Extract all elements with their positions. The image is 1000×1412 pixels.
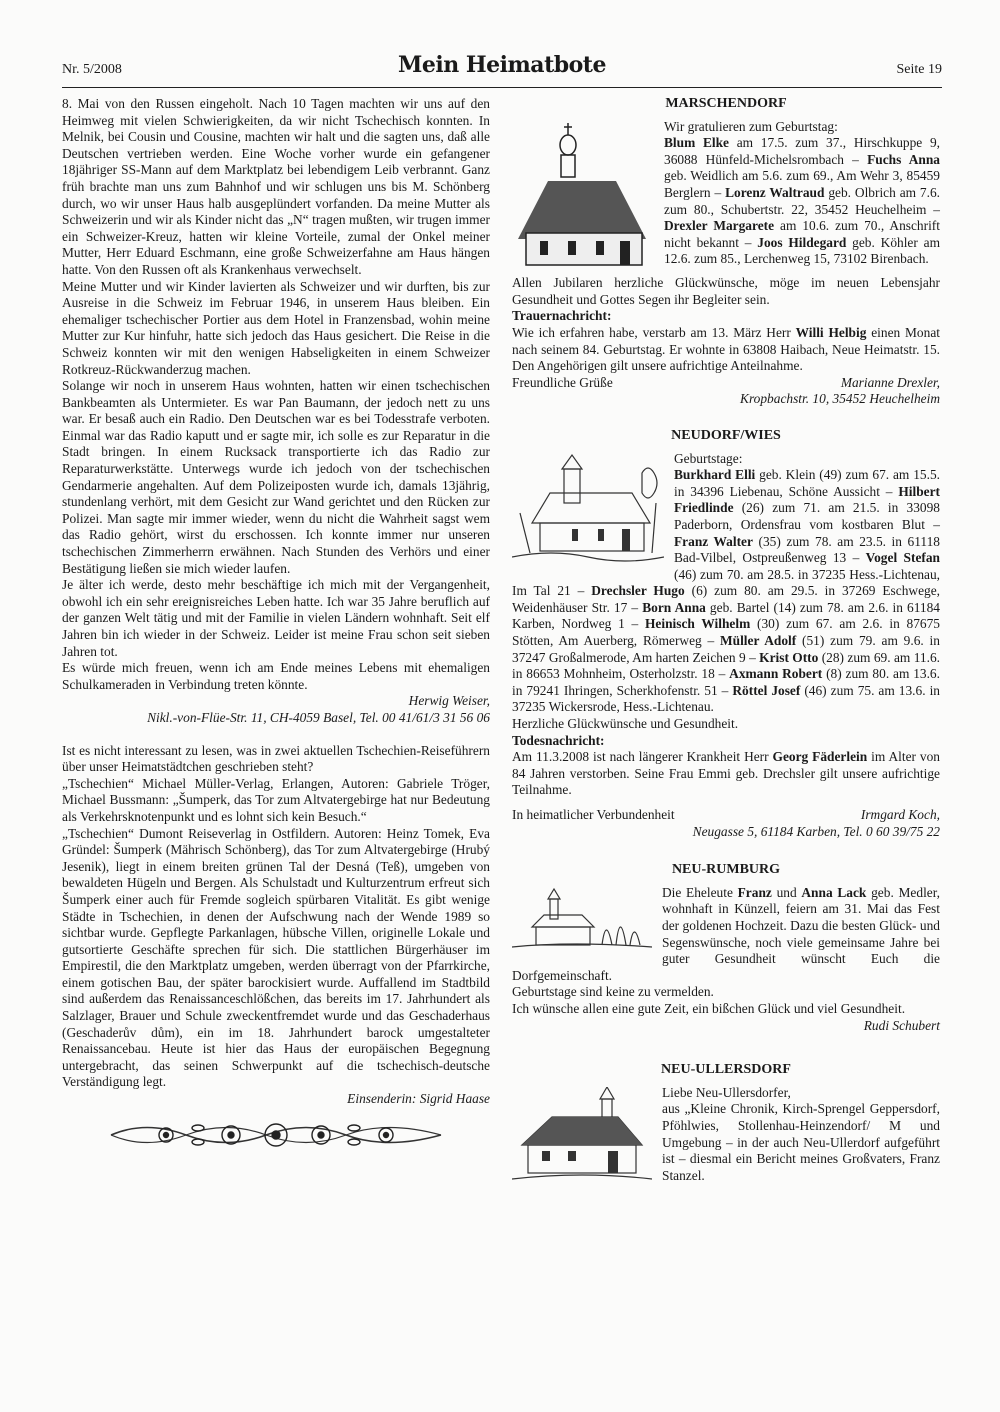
signature-name: Einsenderin: Sigrid Haase — [347, 1091, 490, 1107]
paragraph: Geburtstage: — [674, 450, 743, 466]
paragraph: Am 11.3.2008 ist nach längerer Krankheit Herr Georg Fäderlein im Alter von 84 Jahren verstorben. Seine Frau Emmi geb. Drechsler gilt unsere aufrichtige Teilnahme. — [512, 749, 940, 798]
section-title: NEU-RUMBURG — [671, 862, 781, 878]
signature-address: Nikl.-von-Flüe-Str. 11, CH-4059 Basel, Tel. 00 41/61/3 31 56 06 — [147, 709, 490, 725]
paragraph: Herzliche Glückwünsche und Gesundheit. — [512, 716, 739, 732]
page-header — [62, 52, 942, 86]
birthday-list: Blum Elke am 17.5. zum 37., Hirschkuppe 9, 36088 Hünfeld-Michelsrombach – Fuchs Anna geb. Weidlich am 5.6. zum 69., Am Wehr 3, 85459 Berglern – Lorenz Waltraud geb. Olbrich am 7.6. zum 80., Schubertstr. 22, 35452 Heuchelheim – Drexler Margarete am 10.6. zum 70., Anschrift nicht bekannt – Joos Hildegard geb. Köhler am 12.6. zum 85., Lerchenweg 15, 73102 Birenbach. — [664, 135, 941, 267]
church-illustration — [512, 453, 664, 570]
paragraph: Liebe Neu-Ullersdorfer, — [662, 1084, 791, 1100]
paragraph: aus „Kleine Chronik, Kirch-Sprengel Geppersdorf, Pföhlwies, Stollenhau-Heinzendorf/ M und Umgebung – in der auch Neu-Ullerdorf aufgeführt ist – diesmal ein Bericht meines Großvaters, Franz Stanzel. — [662, 1101, 940, 1183]
right-column — [512, 96, 940, 1189]
signature-name: Herwig Weiser, — [408, 693, 490, 709]
signature-line: In heimatlicher Verbundenheit Irmgard Koch, — [512, 807, 940, 822]
signature-line: Freundliche Grüße Marianne Drexler, — [512, 374, 940, 390]
page-number: Seite 19 — [896, 62, 942, 77]
chapel-illustration — [512, 121, 654, 274]
paragraph: Meine Mutter und wir Kinder lavierten als Schweizer und wir durften, bis zur Ausreise in die Schweiz im Februar 1946, in unserem Haus bleiben. Ein ehemaliger tschechischer Portier aus dem Hotel in Franzensbad, wohin meine Mutter zur Kur hinfuhr, hatte sich jedoch das Haus gesichert. Die Reise in die Schweiz konnten wir mit den wenigen Habseligkeiten in einem Schweizer Rotkreuz-Rückwanderzug machen. — [62, 278, 490, 377]
sub-heading: Todesnachricht: — [512, 732, 605, 748]
house-illustration — [512, 1087, 652, 1188]
section-title: MARSCHENDORF — [665, 96, 787, 111]
paragraph: Es würde mich freuen, wenn ich am Ende meines Lebens mit ehemaligen Schulkameraden in Verbindung treten könnte. — [62, 660, 490, 692]
issue-number: Nr. 5/2008 — [62, 62, 122, 77]
section-title: NEUDORF/WIES — [671, 427, 781, 443]
paragraph: „Tschechien“ Dumont Reiseverlag in Ostfildern. Autoren: Heinz Tomek, Eva Gründel: Šumperk (Mährisch Schönberg), das Tor zum Altvatergebirge (Hrubý Jesenik), liegt in einem breiten grünen Tal der Desná (Teß), umgeben von bewaldeten Hügeln und Bergen. Als Schulstadt und Kulturzentrum erfreut sich Šumperk einer auch für Fremde sogleich spürbaren Vitalität. Es gibt wenige Städte in Tschechien, in denen der Aufschwung nach der Wende 1989 so sichtbar wurde. Gepflegte Parkanlagen, hübsche Villen, originelle Lokale und gutsortierte Geschäfte sprechen für sich. Die stattlichen Bürgerhäuser im Empirestil, die den Marktplatz umgeben, werden überragt von der Pfarrkirche, einem gotischen Bau, der später barockisiert wurde. Auffallend im Stadtbild sind außerdem das Renaissanceschlößchen, das bereits im 17. Jahrhundert als Salzlager, Brauer und Schule zweckentfremdet wurde und das Geschaderhaus (Geschaderův dům), ein im 18. Jahrhundert barock umgestalteter Renaissancebau. Heute ist hier das Haus der europäischen Begegnung untergebracht, das seinen Schwerpunkt auf die tschechisch-deutsche Verständigung legt. — [62, 825, 490, 1090]
paragraph: Ist es nicht interessant zu lesen, was in zwei aktuellen Tschechien-Reiseführern über unser Heimatstädtchen geschrieben steht? — [62, 742, 490, 775]
paragraph: Wir gratulieren zum Geburtstag: — [664, 118, 838, 134]
left-column — [62, 96, 490, 1152]
paragraph: „Tschechien“ Michael Müller-Verlag, Erlangen, Autoren: Gabriele Tröger, Michael Bussmann: „Šumperk, das Tor zum Altvatergebirge hat nur Bedeutung als Verkehrsknotenpunkt und es lohnt sich kein Besuch.“ — [62, 775, 490, 824]
paragraph: Ich wünsche allen eine gute Zeit, ein bißchen Glück und viel Gesundheit. — [512, 1000, 906, 1016]
section-title: NEU-ULLERSDORF — [661, 1062, 791, 1078]
signature-address: Kropbachstr. 10, 35452 Heuchelheim — [740, 391, 940, 407]
paragraph: Wie ich erfahren habe, verstarb am 13. März Herr Willi Helbig einen Monat nach seinem 84. Geburtstag. Er wohnte in 63808 Haibach, Neue Heimatstr. 15. Den Angehörigen gilt unsere aufrichtige Anteilnahme. — [512, 324, 940, 374]
signature-address: Neugasse 5, 61184 Karben, Tel. 0 60 39/75 22 — [692, 823, 940, 839]
paragraph: Allen Jubilaren herzliche Glückwünsche, möge im neuen Lebensjahr Gesundheit und Gottes Segen ihr Begleiter sein. — [512, 275, 940, 307]
paragraph: Solange wir noch in unserem Haus wohnten, hatten wir einen tschechischen Bankbeamten als Untermieter. Es war Pan Baumann, der jedoch nett zu uns war. Er besaß auch ein Radio. Den Deutschen war es bei Todesstrafe verboten. Einmal war das Radio kaputt und er sagte mir, ich solle es zur Reparatur in die Stadt bringen. In einem Rucksack transportierte ich das Radio zur Reparaturwerkstätte. Unterwegs wurde ich jedoch von der tschechischen Gendarmerie angehalten. Auf dem Polizeiposten wurde ich, damals 13jährig, stundenlang verhört, mit dem Gesicht zur Wand gerichtet und den Rücken zur Polizei. Man sagte mir immer wieder, wenn du nicht die Wahrheit sagst wem das Radio gehört, wirst du erschossen. Ich konnte immer nur unseren tschechischen Zimmerherrn erwähnen. Nach Stunden des Verhörs und einer Bestätigung ließen sie mich wieder laufen. — [62, 378, 490, 576]
paragraph: Geburtstage sind keine zu vermelden. — [512, 984, 714, 1000]
village-illustration — [512, 887, 652, 956]
newspaper-masthead: Mein Heimatbote — [398, 52, 606, 78]
paragraph: Die Eheleute Franz und Anna Lack geb. Medler, wohnhaft in Künzell, feiern am 31. Mai das Fest der goldenen Hochzeit. Dazu die besten Glück- und Segenswünsche, noch viele gemeinsame Jahre bei guter Gesundheit wünscht Euch die Dorfgemeinschaft. — [512, 884, 940, 983]
paragraph: 8. Mai von den Russen eingeholt. Nach 10 Tagen machten wir uns auf den Heimweg mit vielen Schwierigkeiten, da wir nicht Tschechisch konnten. In Melnik, bei Cousin und Cousine, machten wir halt und die sagten uns, daß alle Deutschen vertrieben werden. Eine Woche vorher wurde ein gefangener 18jähriger SS-Mann auf dem Marktplatz bei lebendigem Leib verbrannt. Ganz früh brachte man uns zum Bahnhof und wir schlugen uns bis M. Schönberg durch, wo wir unser Haus halb ausgeplündert vorfanden. Da meine Mutter als Schweizerin und wir als Kinder nicht das „N“ tragen mußten, wir trugen immer ein Schweizer-Kreuz, hatten wir kleine Vorteile, zumal der Onkel meiner Mutter, Herr Eduard Eschmann, eine große Schweizerfahne am Haus hängen hatte. Von den Russen oft als Krankenhaus verwechselt. — [62, 96, 490, 277]
floral-ornament — [62, 1118, 490, 1152]
header-rule — [62, 87, 942, 88]
signature-name: Rudi Schubert — [863, 1017, 940, 1033]
paragraph: Je älter ich werde, desto mehr beschäftige ich mich mit der Vergangenheit, obwohl ich ein sehr ereignisreiches Leben hatte. Ich war 35 Jahre beruflich auf der ganzen Welt tätig und mit der Familie in vielen Ländern wohnhaft. Seit elf Jahren bin ich wieder in der Schweiz. Leider ist meine Frau schon seit sieben Jahren tot. — [62, 577, 490, 659]
birthday-list: Burkhard Elli geb. Klein (49) zum 67. am 15.5. in 34396 Liebenau, Schöne Aussicht – Hilbert Friedlinde (26) zum 71. am 21.5. in 33098 Paderborn, Ordensfrau vom kostbaren Blut – Franz Walter (35) zum 78. am 23.5. in 61118 Bad-Vilbel, Ostpreußenweg 13 – Vogel Stefan (46) zum 70. am 28.5. in 37235 Hess.-Lichtenau, Im Tal 21 – Drechsler Hugo (6) zum 80. am 29.5. in 37269 Eschwege, Weidenhäuser Str. 17 – Born Anna geb. Bartel (14) zum 78. am 2.6. in 61184 Karben, Nordweg 1 – Heinisch Wilhelm (30) zum 67. am 2.6. in 87675 Stötten, Am Auerberg, Römerweg – Müller Adolf (51) zum 79. am 9.6. in 37247 Großalmerode, Am harten Zeichen 9 – Krist Otto (28) zum 69. am 11.6. in 86653 Mohnheim, Osterholzstr. 18 – Axmann Robert (8) zum 80. am 13.6. in 79241 Ihringen, Scherkhofenstr. 51 – Röttel Josef (46) zum 75. am 13.6. in 37235 Wickersrode, Hess.-Lichtenau. — [512, 467, 941, 715]
sub-heading: Trauernachricht: — [512, 308, 612, 324]
